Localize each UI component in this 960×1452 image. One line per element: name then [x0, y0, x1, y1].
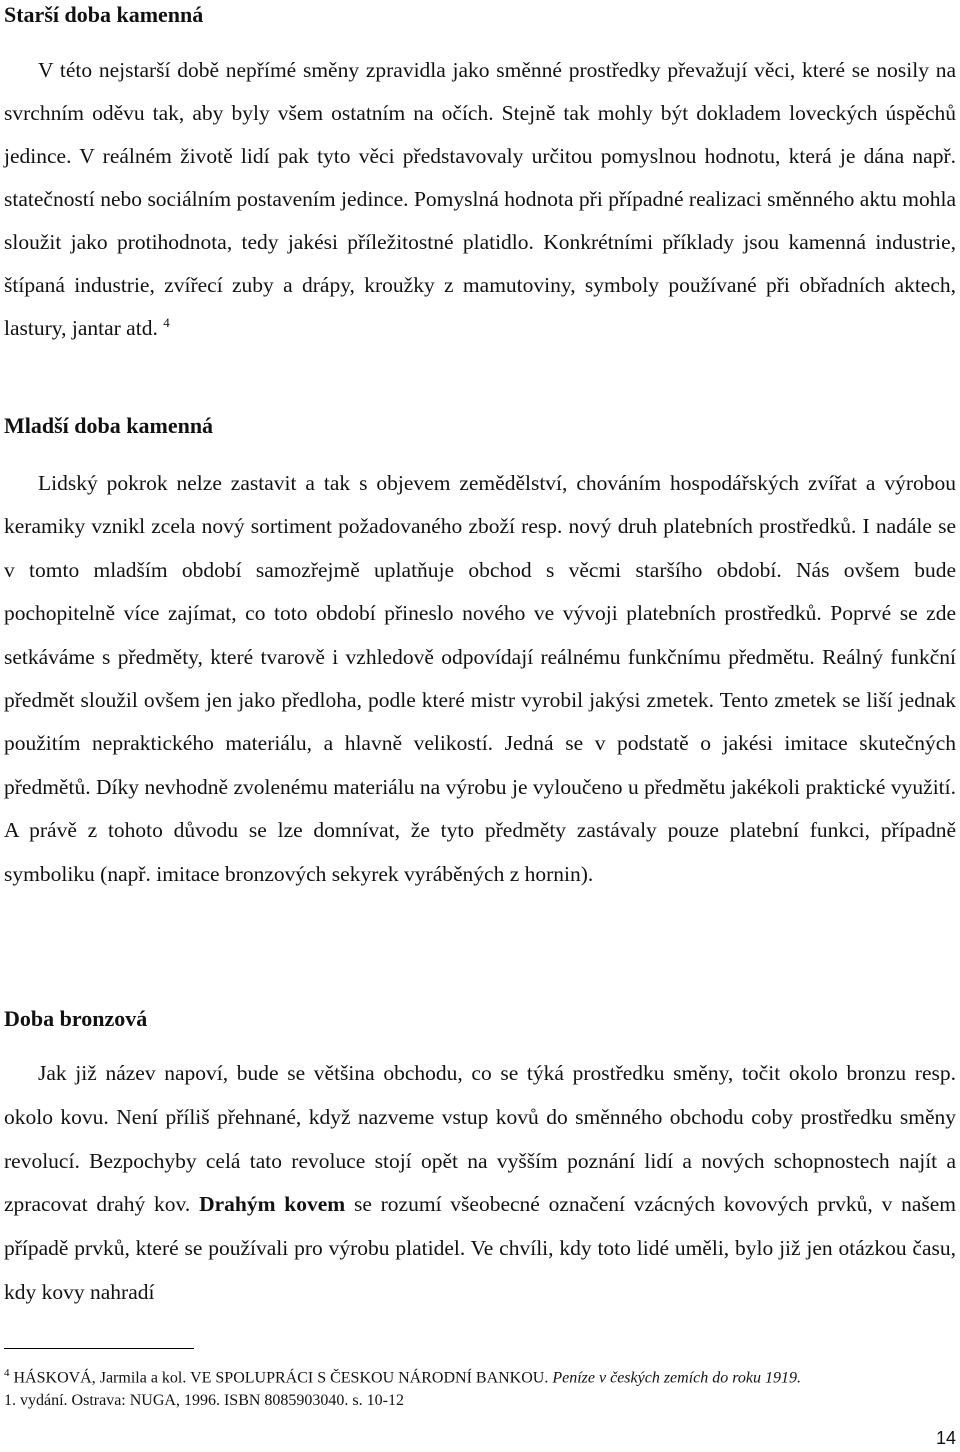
section-heading-mladsi-doba-kamenna: Mladší doba kamenná [4, 413, 214, 438]
paragraph-text: V této nejstarší době nepřímé směny zpravidla jako směnné prostředky převažují věci, které se nosily na svrchním oděvu tak, aby byly všem ostatním na očích. Stejně tak mohly být dokladem loveckých úspěchů jedince. V reálném životě lidí pak tyto věci představovaly určitou pomyslnou hodnotu, která je dána např. statečností nebo sociálním postavením jedince. Pomyslná hodnota při případné realizaci směnného aktu mohla sloužit jako protihodnota, tedy jakési příležitostné platidlo. Konkrétními příklady jsou kamenná industrie, štípaná industrie, zvířecí zuby a drápy, kroužky z mamutoviny, symboly používané při obřadních aktech, lastury, jantar atd. [4, 58, 956, 340]
section-heading-starsi-doba-kamenna: Starší doba kamenná [4, 2, 204, 27]
bold-term: Drahým kovem [199, 1192, 346, 1217]
paragraph-doba-bronzova [4, 1052, 956, 1315]
paragraph-starsi-doba-kamenna [4, 49, 956, 350]
footnote-title: Peníze v českých zemích do roku 1919. [552, 1369, 801, 1387]
footnote [4, 1362, 956, 1412]
footnote-number: 4 [4, 1367, 10, 1379]
paragraph-mladsi-doba-kamenna: Lidský pokrok nelze zastavit a tak s objevem zemědělství, chováním hospodářských zvířat a výrobou keramiky vznikl zcela nový sortiment požadovaného zboží resp. nový druh platebních prostředků. I nadále se v tomto mladším období samozřejmě uplatňuje obchod s věcmi staršího období. Nás ovšem bude pochopitelně více zajímat, co toto období přineslo nového ve vývoji platebních prostředků. Poprvé se zde setkáváme s předměty, které tvarově i vzhledově odpovídají reálnému funkčnímu předmětu. Reálný funkční předmět sloužil ovšem jen jako předloha, podle které mistr vyrobil jakýsi zmetek. Tento zmetek se liší jednak použitím nepraktického materiálu, a hlavně velikostí. Jedná se v podstatě o jakési imitace skutečných předmětů. Díky nevhodně zvolenému materiálu na výrobu je vyloučeno u předmětu jakékoli praktické využití. A právě z tohoto důvodu se lze domnívat, že tyto předměty zastávaly pouze platební funkci, případně symboliku (např. imitace bronzových sekyrek vyráběných z hornin). [4, 471, 956, 886]
footnote-text: HÁSKOVÁ, Jarmila a kol. VE SPOLUPRÁCI S ČESKOU NÁRODNÍ BANKOU. [13, 1369, 549, 1387]
footnote-separator [4, 1348, 194, 1349]
paragraph-text-continued: se rozumí všeobecné označení vzácných kovových prvků, v našem případě prvků, které se používali pro výrobu platidel. Ve chvíli, kdy toto lidé uměli, bylo již jen otázkou času, kdy kovy nahradí [4, 1192, 957, 1304]
paragraph-text: Jak již název napoví, bude se většina obchodu, co se týká prostředku směny, točit okolo bronzu resp. okolo kovu. Není příliš přehnané, když nazveme vstup kovů do směnného obchodu coby prostředku směny revolucí. Bezpochyby celá tato revoluce stojí opět na vyšším poznání lidí a nových schopnostech najít a zpracovat drahý kov. [4, 1061, 956, 1217]
footnote-reference[interactable]: 4 [163, 314, 170, 330]
page-number: 14 [935, 1428, 956, 1448]
footnote-text-continued: 1. vydání. Ostrava: NUGA, 1996. ISBN 8085903040. s. 10-12 [4, 1392, 404, 1410]
section-heading-doba-bronzova: Doba bronzová [4, 1006, 148, 1031]
